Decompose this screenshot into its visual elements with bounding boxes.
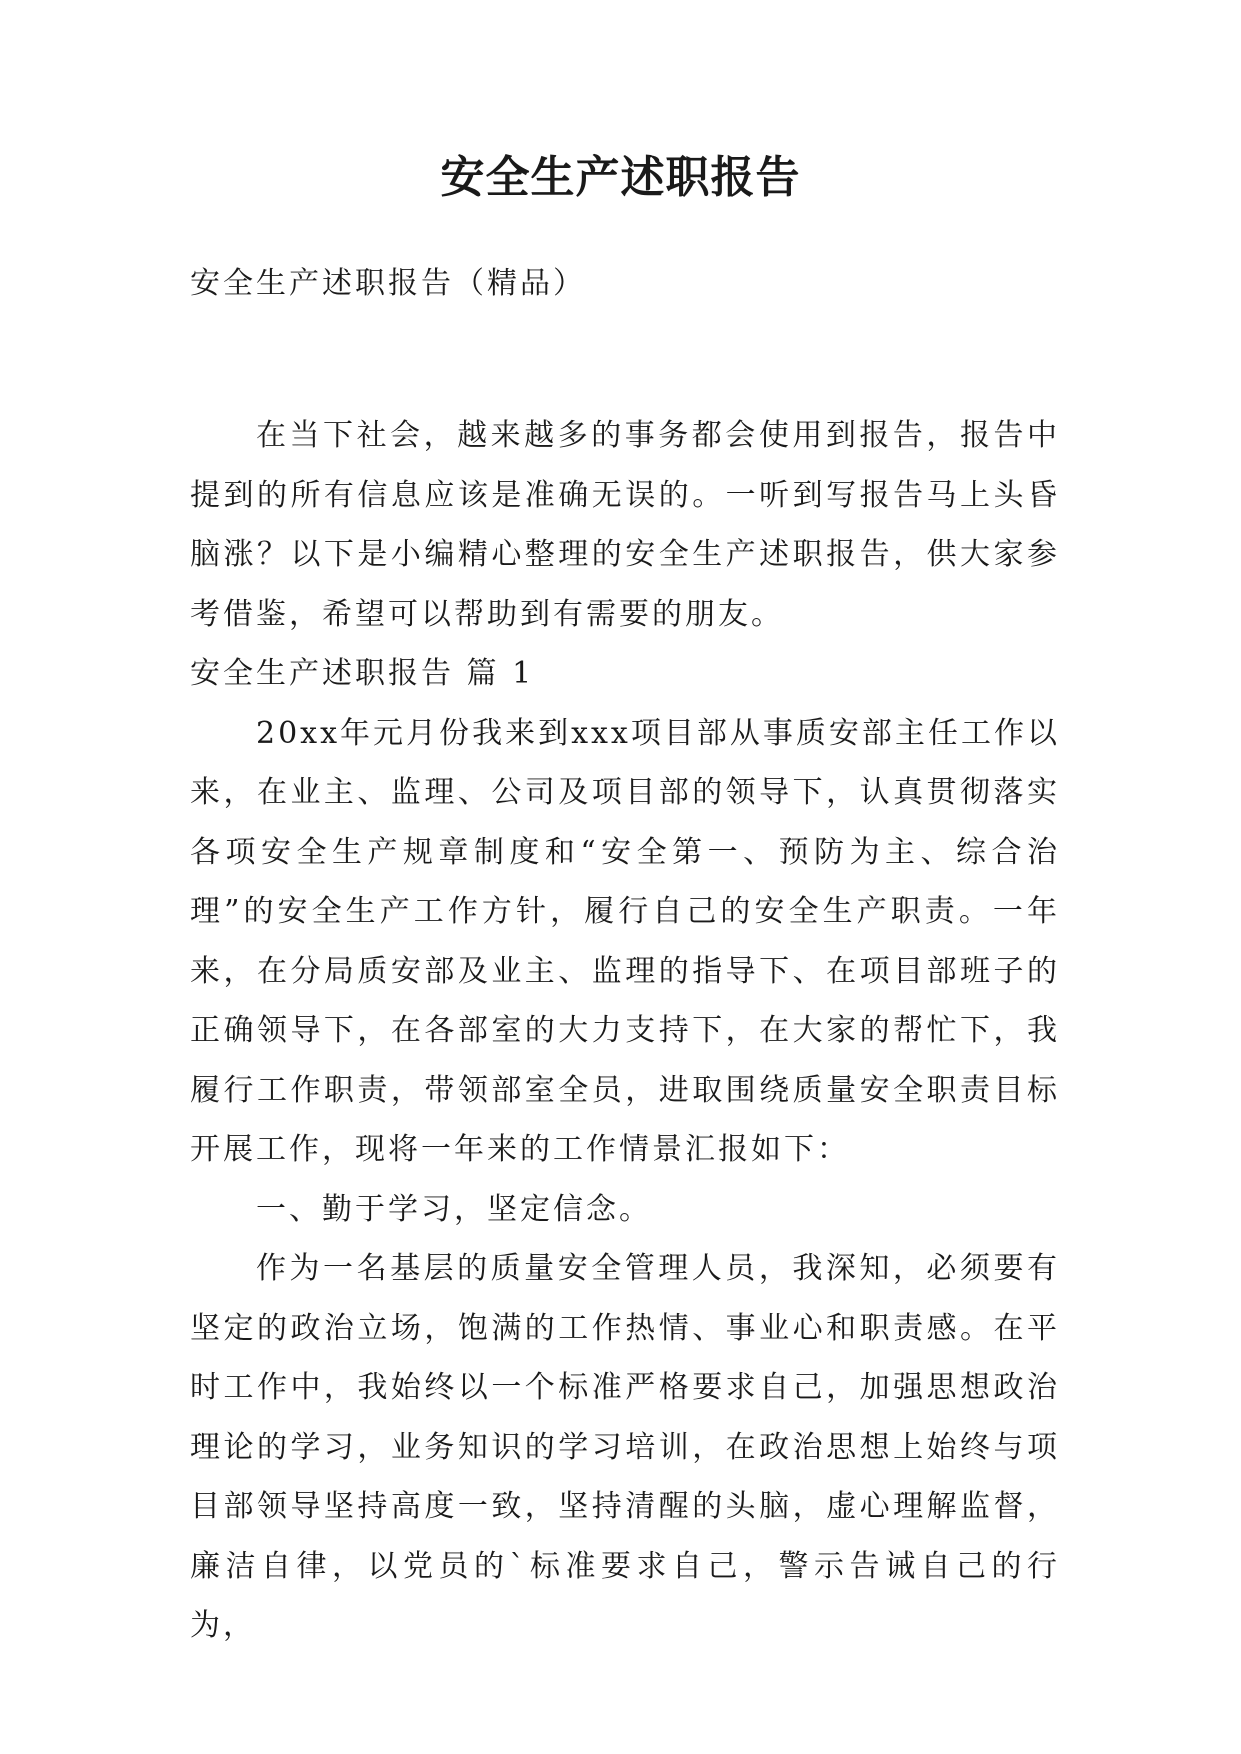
document-body [190,406,1060,1656]
document-subtitle: 安全生产述职报告（精品） [190,266,586,301]
point-heading: 一、勤于学习，坚定信念。 [256,1191,652,1227]
document-title: 安全生产述职报告 [440,152,801,203]
section-heading: 安全生产述职报告 篇 1 [190,656,535,691]
body-paragraph: 作为一名基层的质量安全管理人员，我深知，必须要有坚定的政治立场，饱满的工作热情、事业心和职责感。在平时工作中，我始终以一个标准严格要求自己，加强思想政治理论的学习，业务知识的学习培训，在政治思想上始终与项目部领导坚持高度一致，坚持清醒的头脑，虚心理解监督，廉洁自律，以党员的`标准要求自己，警示告诫自己的行为， [190,1251,1060,1643]
intro-paragraph: 在当下社会，越来越多的事务都会使用到报告，报告中提到的所有信息应该是准确无误的。一听到写报告马上头昏脑涨？以下是小编精心整理的安全生产述职报告，供大家参考借鉴，希望可以帮助到有需要的朋友。 [190,418,1060,632]
body-paragraph: 20xx年元月份我来到xxx项目部从事质安部主任工作以来，在业主、监理、公司及项目部的领导下，认真贯彻落实各项安全生产规章制度和“安全第一、预防为主、综合治理”的安全生产工作方针，履行自己的安全生产职责。一年来，在分局质安部及业主、监理的指导下、在项目部班子的正确领导下，在各部室的大力支持下，在大家的帮忙下，我履行工作职责，带领部室全员，进取围绕质量安全职责目标开展工作，现将一年来的工作情景汇报如下： [190,715,1060,1167]
